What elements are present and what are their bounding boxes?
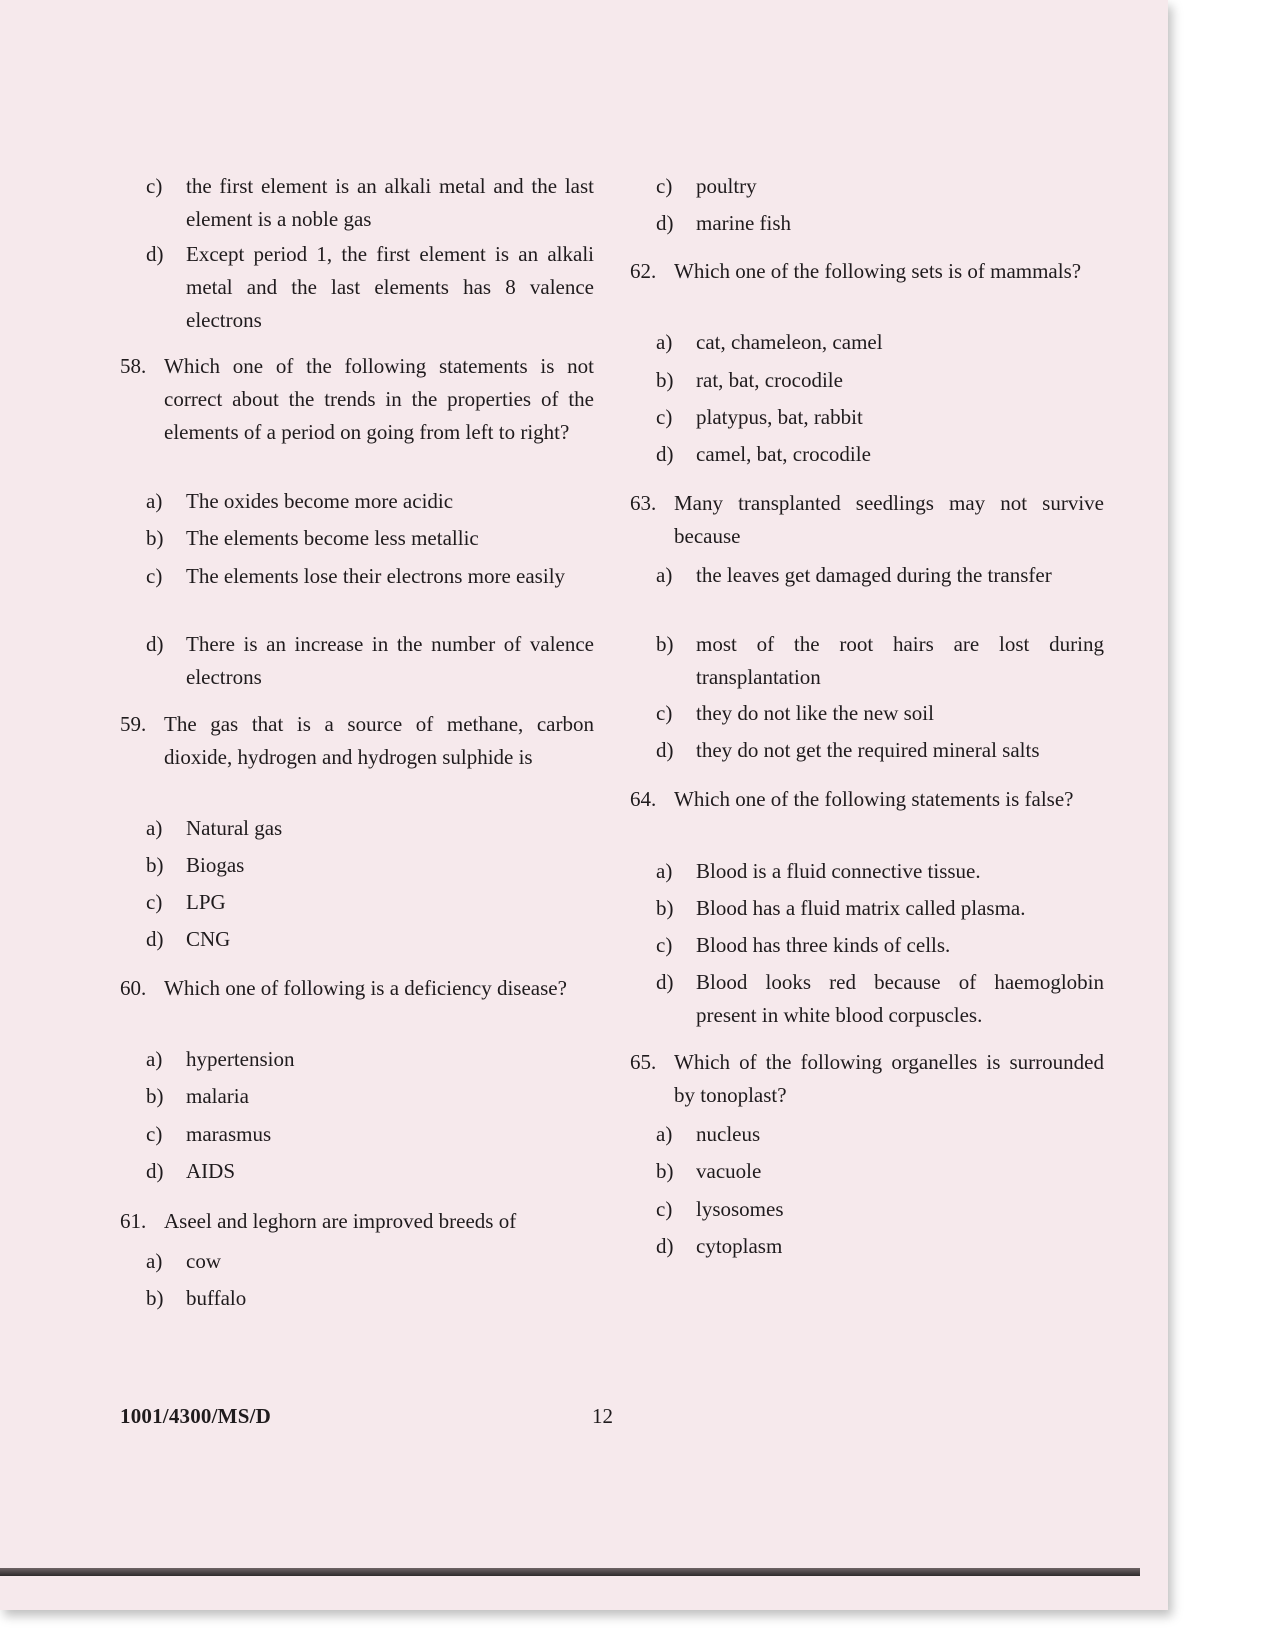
option-label: b) bbox=[656, 368, 674, 392]
question-number: 62. bbox=[630, 259, 657, 283]
option-label: d) bbox=[656, 211, 674, 235]
option-text: Blood has three kinds of cells. bbox=[696, 933, 951, 957]
option-text: Natural gas bbox=[186, 816, 283, 840]
option-label: c) bbox=[656, 1197, 673, 1221]
option-label: b) bbox=[146, 526, 164, 550]
option-label: b) bbox=[146, 853, 164, 877]
option-label: c) bbox=[656, 174, 673, 198]
option-text: platypus, bat, rabbit bbox=[696, 405, 863, 429]
question-number: 60. bbox=[120, 976, 147, 1000]
option-text: most of the root hairs are lost during transplantation bbox=[696, 632, 1104, 689]
option-text: cytoplasm bbox=[696, 1234, 783, 1258]
option-text: cow bbox=[186, 1249, 221, 1273]
option-text: The elements become less metallic bbox=[186, 526, 479, 550]
option-label: d) bbox=[656, 442, 674, 466]
option-text: the leaves get damaged during the transfer bbox=[696, 563, 1052, 587]
option-text: CNG bbox=[186, 927, 231, 951]
option-label: d) bbox=[656, 738, 674, 762]
option-text: Except period 1, the first element is an alkali metal and the last elements has 8 valence electrons bbox=[186, 242, 594, 332]
question-text: Which of the following organelles is surrounded by tonoplast? bbox=[674, 1050, 1104, 1107]
option-label: d) bbox=[656, 970, 674, 994]
question-text: Which one of the following statements is false? bbox=[674, 787, 1074, 811]
option-label: d) bbox=[146, 632, 164, 656]
option-text: There is an increase in the number of valence electrons bbox=[186, 632, 594, 689]
question-number: 59. bbox=[120, 712, 147, 736]
option-label: c) bbox=[146, 890, 163, 914]
option-text: cat, chameleon, camel bbox=[696, 330, 883, 354]
question-number: 58. bbox=[120, 354, 147, 378]
option-label: a) bbox=[146, 1249, 163, 1273]
option-text: vacuole bbox=[696, 1159, 762, 1183]
option-text: The elements lose their electrons more easily bbox=[186, 564, 566, 588]
option-text: buffalo bbox=[186, 1286, 247, 1310]
question-number: 63. bbox=[630, 491, 657, 515]
question-text: Many transplanted seedlings may not survive because bbox=[674, 491, 1104, 548]
option-label: c) bbox=[656, 405, 673, 429]
option-text: they do not like the new soil bbox=[696, 701, 934, 725]
option-label: c) bbox=[656, 933, 673, 957]
option-text: rat, bat, crocodile bbox=[696, 368, 843, 392]
option-label: d) bbox=[146, 927, 164, 951]
option-text: nucleus bbox=[696, 1122, 761, 1146]
option-text: malaria bbox=[186, 1084, 249, 1108]
question-text: Which one of following is a deficiency disease? bbox=[164, 976, 567, 1000]
sheet-bottom-edge bbox=[0, 1568, 1140, 1576]
option-label: c) bbox=[146, 174, 163, 198]
option-label: d) bbox=[146, 1159, 164, 1183]
question-text: The gas that is a source of methane, carbon dioxide, hydrogen and hydrogen sulphide is bbox=[164, 712, 594, 769]
option-text: AIDS bbox=[186, 1159, 236, 1183]
option-text: the first element is an alkali metal and the last element is a noble gas bbox=[186, 174, 594, 231]
question-text: Aseel and leghorn are improved breeds of bbox=[164, 1209, 517, 1233]
option-text: lysosomes bbox=[696, 1197, 784, 1221]
paper-code: 1001/4300/MS/D bbox=[120, 1404, 271, 1428]
option-label: b) bbox=[656, 896, 674, 920]
option-label: a) bbox=[656, 563, 673, 587]
question-number: 61. bbox=[120, 1209, 147, 1233]
question-number: 64. bbox=[630, 787, 657, 811]
option-label: d) bbox=[656, 1234, 674, 1258]
option-label: b) bbox=[146, 1084, 164, 1108]
option-label: a) bbox=[146, 489, 163, 513]
option-text: poultry bbox=[696, 174, 757, 198]
option-text: camel, bat, crocodile bbox=[696, 442, 871, 466]
option-label: c) bbox=[656, 701, 673, 725]
question-text: Which one of the following statements is not correct about the trends in the properties of the elements of a period on going from left to right? bbox=[164, 354, 594, 444]
option-label: c) bbox=[146, 564, 163, 588]
option-text: LPG bbox=[186, 890, 226, 914]
option-text: marine fish bbox=[696, 211, 792, 235]
option-label: a) bbox=[146, 1047, 163, 1071]
option-text: Blood has a fluid matrix called plasma. bbox=[696, 896, 1026, 920]
question-number: 65. bbox=[630, 1050, 657, 1074]
option-label: b) bbox=[146, 1286, 164, 1310]
option-label: d) bbox=[146, 242, 164, 266]
option-text: marasmus bbox=[186, 1122, 272, 1146]
option-label: a) bbox=[656, 1122, 673, 1146]
option-label: a) bbox=[656, 859, 673, 883]
option-text: The oxides become more acidic bbox=[186, 489, 454, 513]
option-text: Biogas bbox=[186, 853, 245, 877]
option-label: a) bbox=[656, 330, 673, 354]
option-text: they do not get the required mineral salts bbox=[696, 738, 1040, 762]
option-label: b) bbox=[656, 1159, 674, 1183]
option-label: b) bbox=[656, 632, 674, 656]
option-text: Blood looks red because of haemoglobin present in white blood corpuscles. bbox=[696, 970, 1104, 1027]
option-text: hypertension bbox=[186, 1047, 295, 1071]
question-text: Which one of the following sets is of mammals? bbox=[674, 259, 1082, 283]
page-number: 12 bbox=[592, 1404, 613, 1428]
option-label: a) bbox=[146, 816, 163, 840]
option-text: Blood is a fluid connective tissue. bbox=[696, 859, 981, 883]
option-label: c) bbox=[146, 1122, 163, 1146]
